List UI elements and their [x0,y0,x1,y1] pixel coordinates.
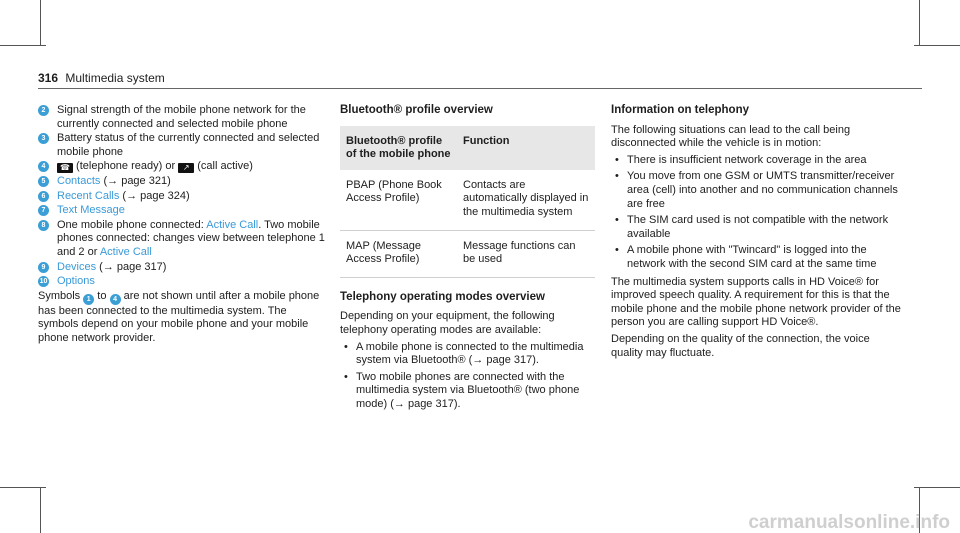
legend-text: Contacts (→ page 321) [57,174,171,187]
callout-1: 1 [83,294,94,305]
legend-text [57,204,328,218]
crop-mark [0,487,46,488]
crop-mark [40,0,41,46]
legend-item [38,132,328,159]
list-item: • You move from one GSM or UMTS transmitter/receiver area (cell) into another and no communication channels are free [611,170,901,211]
profile-overview-heading: Bluetooth® profile overview [340,104,493,116]
left-column [38,104,328,346]
legend-text: Recent Calls (→ page 324) [57,189,190,202]
legend-item [38,175,328,189]
legend-text: ☎ (telephone ready) or ↗ (call active) [57,160,328,174]
header-rule [38,88,922,89]
menu-link[interactable]: Active Call [99,245,152,258]
table-row: PBAP (Phone Book Access Profile) Contacts are automatically displayed in the multimedia system [340,170,595,230]
menu-link[interactable]: Text Message [57,204,125,217]
legend-item [38,160,328,174]
callout-number: 8 [38,220,49,231]
legend-item [38,219,328,260]
legend-text: One mobile phone connected: Active Call. Two mobile phones connected: changes view between telephone 1 and 2 or Active Call [57,218,325,258]
table-row: MAP (Message Access Profile) Message functions can be used [340,230,595,277]
callout-number: 3 [38,133,49,144]
legend-list [38,104,328,289]
modes-heading: Telephony operating modes overview [340,290,545,303]
legend-item [38,104,328,131]
middle-column [340,104,595,416]
callout-number: 10 [39,278,48,286]
crop-mark [919,0,920,46]
menu-link[interactable]: Recent Calls [57,189,120,202]
legend-item [38,190,328,204]
callout-number: 5 [38,176,49,187]
crop-mark [914,45,960,46]
legend-text [57,275,328,289]
section-title: Multimedia system [65,71,165,85]
callout-4: 4 [110,294,121,305]
telephony-heading: Information on telephony [611,104,749,116]
quality-paragraph: Depending on the quality of the connection, the voice quality may fluctuate. [611,332,870,359]
profile-table [340,126,595,278]
page-number: 316 [38,71,59,85]
right-column [611,104,901,363]
telephony-intro: The following situations can lead to the call being disconnected while the vehicle is in motion: [611,123,851,150]
crop-mark [40,487,41,533]
table-header-profile: Bluetooth® profile of the mobile phone [340,126,457,170]
hd-voice-paragraph: The multimedia system supports calls in HD Voice® for improved speech quality. A requirement for this is that the mobile phone and the mobile phone network provider of the person you are calling support HD Voice®. [611,275,901,329]
callout-number: 7 [38,205,49,216]
page-header [38,72,165,86]
legend-text: Signal strength of the mobile phone network for the currently connected and selected mobile phone [57,104,306,130]
menu-link[interactable]: Contacts [57,174,101,187]
menu-link[interactable]: Active Call [206,218,259,231]
legend-text: Battery status of the currently connected and selected mobile phone [57,132,320,158]
menu-link[interactable]: Devices [57,260,97,273]
telephony-list [611,154,901,272]
list-item: • The SIM card used is not compatible with the network available [611,214,901,241]
crop-mark [0,45,46,46]
list-item: • A mobile phone with "Twincard" is logged into the network with the second SIM card at the same time [611,244,901,271]
crop-mark [914,487,960,488]
legend-text: Devices (→ page 317) [57,260,167,273]
modes-intro: Depending on your equipment, the following telephony operating modes are available: [340,310,555,336]
list-item: • There is insufficient network coverage in the area [611,154,901,168]
watermark: carmanualsonline.info [748,512,950,533]
legend-item [38,204,328,218]
list-item: • A mobile phone is connected to the multimedia system via Bluetooth® (→ page 317). [340,341,595,368]
callout-number: 2 [38,105,49,116]
list-item: • Two mobile phones are connected with the multimedia system via Bluetooth® (two phone mode) (→ page 317). [340,371,595,412]
legend-item [38,261,328,275]
symbols-note: Symbols 1 to 4 are not shown until after a mobile phone has been connected to the multimedia system. The symbols depend on your mobile phone and your mobile phone network provider. [38,289,320,344]
callout-number: 4 [38,161,49,172]
callout-number: 6 [38,191,49,202]
call-active-icon: ↗ [178,163,194,173]
phone-ready-icon: ☎ [57,163,73,173]
table-header-function: Function [457,126,595,170]
modes-list [340,341,595,412]
menu-link[interactable]: Options [57,275,95,288]
legend-item [38,275,328,289]
callout-number: 9 [38,262,49,273]
